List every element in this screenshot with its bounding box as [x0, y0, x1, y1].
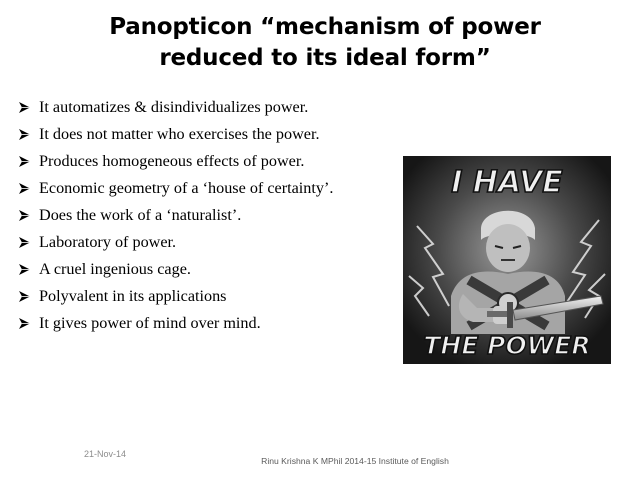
- arrow-bullet-icon: [18, 101, 31, 114]
- picture-text-bottom: THE POWER: [423, 331, 591, 360]
- slide-title: [60, 12, 590, 74]
- bullet-item: [18, 258, 398, 280]
- arrow-bullet-icon: [18, 155, 31, 168]
- bullet-text: It automatizes & disindividualizes power.: [39, 98, 309, 116]
- arrow-bullet-icon: [18, 263, 31, 276]
- bullet-text: It does not matter who exercises the power.: [39, 125, 320, 143]
- slide-title-line-2: reduced to its ideal form”: [159, 45, 491, 71]
- bullet-item: [18, 204, 398, 226]
- bullet-text: Polyvalent in its applications: [39, 287, 227, 305]
- footer-credit: Rinu Krishna K MPhil 2014-15 Institute of English: [261, 456, 449, 466]
- bullet-item: [18, 150, 398, 172]
- picture-text-top: I HAVE: [451, 165, 563, 200]
- he-man-illustration: [403, 156, 611, 364]
- bullet-text: Does the work of a ‘naturalist’.: [39, 206, 242, 224]
- bullet-item: [18, 96, 398, 118]
- bullet-text: Produces homogeneous effects of power.: [39, 152, 305, 170]
- arrow-bullet-icon: [18, 128, 31, 141]
- bullet-item: [18, 285, 398, 307]
- bullet-list: [18, 96, 398, 339]
- bullet-item: [18, 123, 398, 145]
- bullet-text: Economic geometry of a ‘house of certainty’.: [39, 179, 334, 197]
- arrow-bullet-icon: [18, 209, 31, 222]
- arrow-bullet-icon: [18, 236, 31, 249]
- arrow-bullet-icon: [18, 182, 31, 195]
- arrow-bullet-icon: [18, 317, 31, 330]
- bullet-item: [18, 231, 398, 253]
- bullet-text: A cruel ingenious cage.: [39, 260, 191, 278]
- arrow-bullet-icon: [18, 290, 31, 303]
- slide-title-line-1: Panopticon “mechanism of power: [109, 14, 541, 40]
- bullet-item: [18, 312, 398, 334]
- bullet-item: [18, 177, 398, 199]
- bullet-text: It gives power of mind over mind.: [39, 314, 261, 332]
- he-man-power-image: [403, 156, 611, 364]
- bullet-text: Laboratory of power.: [39, 233, 177, 251]
- footer-date: 21-Nov-14: [84, 449, 127, 459]
